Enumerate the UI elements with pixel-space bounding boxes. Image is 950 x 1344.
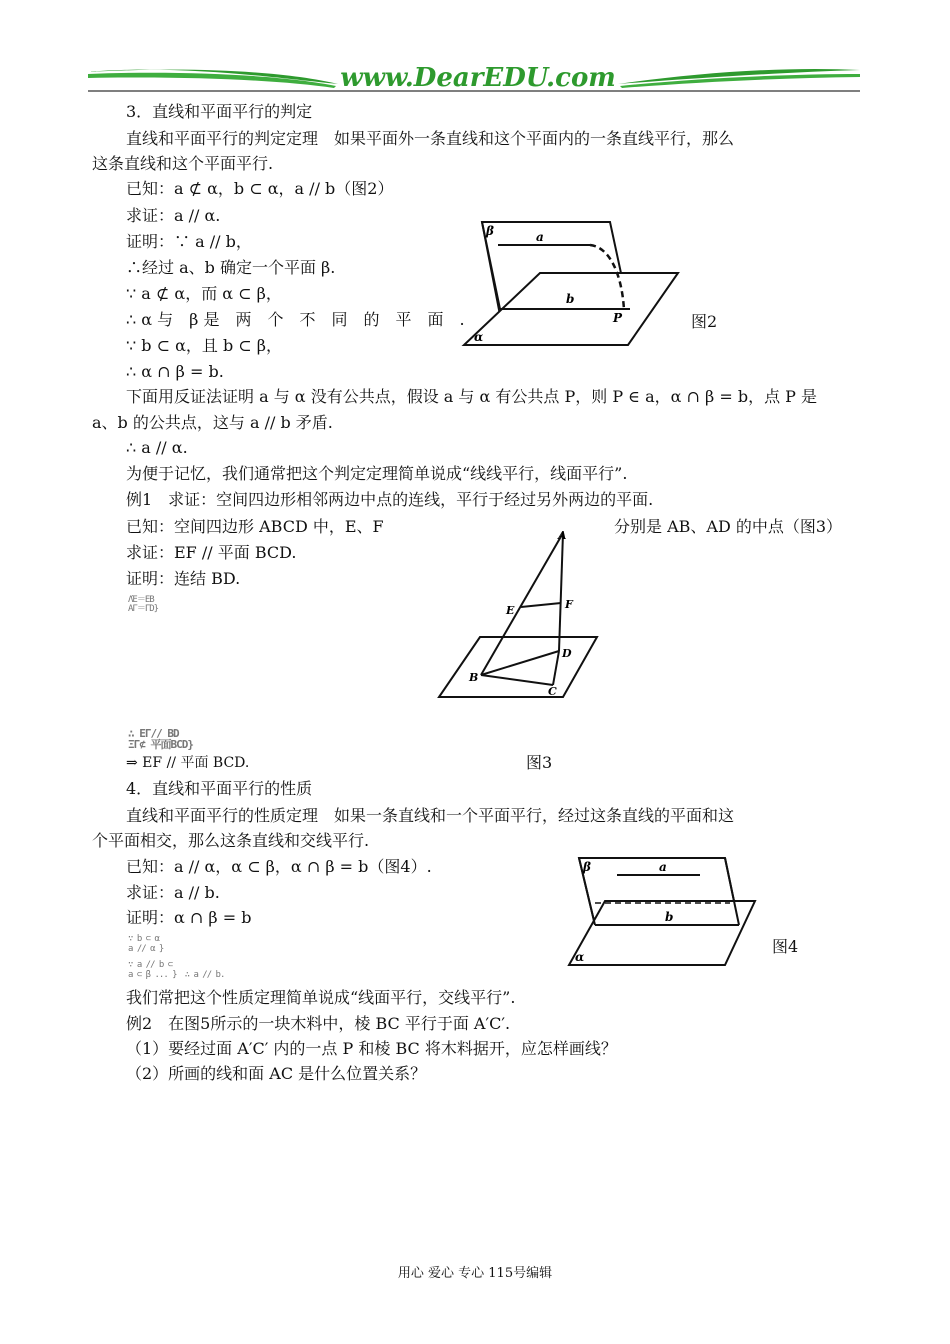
- theorem-line-1: 直线和平面平行的判定定理 如果平面外一条直线和这个平面内的一条直线平行，那么: [126, 129, 735, 148]
- theorem-line-2: 这条直线和这个平面平行.: [92, 154, 274, 173]
- example-1-given-right: 分别是 AB、AD 的中点（图3）: [614, 517, 843, 536]
- figure-4-caption: 图4: [772, 937, 799, 956]
- property-prove: 求证：a // b.: [126, 883, 220, 902]
- blurred-equation-4: ∵ a // b ⊂ a ⊂ β ... } ∴ a // b.: [128, 960, 225, 980]
- plane-alpha-4: [569, 901, 755, 965]
- proof-line-2: ∴经过 a、b 确定一个平面 β.: [126, 258, 336, 277]
- contradiction-line-2: a、b 的公共点，这与 a // b 矛盾.: [92, 413, 333, 432]
- figure-3: [435, 525, 605, 705]
- property-given: 已知：a // α，α ⊂ β，α ∩ β = b（图4）.: [126, 857, 432, 876]
- label-B: B: [469, 671, 479, 684]
- example-2-q2: （2）所画的线和面 AC 是什么位置关系？: [126, 1064, 427, 1083]
- contradiction-line-1: 下面用反证法证明 a 与 α 没有公共点，假设 a 与 α 有公共点 P，则 P ∈ a，α ∩ β = b，点 P 是: [126, 387, 818, 406]
- proof-line-6: ∴ α ∩ β = b.: [126, 362, 224, 381]
- label-alpha: α: [474, 330, 484, 344]
- label-p: P: [613, 311, 623, 325]
- label-alpha-4: α: [575, 950, 585, 964]
- proof-line-4: ∴ α 与 β 是 两 个 不 同 的 平 面 .: [126, 310, 465, 329]
- example-1-given-left: 已知：空间四边形 ABCD 中，E、F: [126, 517, 384, 536]
- blurred-equation-1: ΛΈ＝ΕΒ ΑΓ＝ΓD}: [128, 595, 159, 614]
- edge-dc: [553, 651, 559, 685]
- given-line: 已知：a ⊄ α，b ⊂ α，a // b（图2）: [126, 179, 394, 198]
- proof-line-1: 证明：∵ a // b，: [126, 232, 252, 251]
- proof-line-5: ∵ b ⊂ α，且 b ⊂ β，: [126, 336, 283, 355]
- label-a: a: [536, 230, 544, 244]
- label-D: D: [562, 647, 572, 660]
- header-logo: www.DearEDU.com: [340, 63, 616, 93]
- label-F: F: [565, 598, 573, 611]
- example-1-result: ⇒ EF // 平面 BCD.: [126, 755, 250, 771]
- example-2-line: 例2 在图5所示的一块木料中，棱 BC 平行于面 A′C′.: [126, 1014, 511, 1033]
- segment-ef: [521, 603, 561, 607]
- label-E: E: [506, 604, 515, 617]
- edge-ad: [559, 533, 563, 651]
- page-footer: 用心 爱心 专心 115号编辑: [397, 1266, 553, 1281]
- label-b-4: b: [665, 910, 674, 924]
- example-2-q1: （1）要经过面 A′C′ 内的一点 P 和棱 BC 将木料据开，应怎样画线？: [126, 1039, 617, 1058]
- label-beta: β: [486, 224, 494, 238]
- conclusion-line: ∴ a // α.: [126, 438, 188, 457]
- label-a-4: a: [659, 860, 667, 874]
- edge-bc: [481, 675, 553, 685]
- blurred-equation-3: ∵ b ⊂ α a // α }: [128, 934, 164, 954]
- property-mnemonic: 我们常把这个性质定理简单说成“线面平行，交线平行”.: [126, 988, 516, 1007]
- label-A: A: [558, 529, 567, 542]
- label-b: b: [566, 292, 575, 306]
- property-line-2: 个平面相交，那么这条直线和交线平行.: [92, 831, 370, 850]
- figure-2: [460, 215, 680, 355]
- label-beta-4: β: [583, 860, 591, 874]
- property-line-1: 直线和平面平行的性质定理 如果一条直线和一个平面平行，经过这条直线的平面和这: [126, 806, 735, 825]
- blurred-equation-2: ∴ ΕΓ// ΒD ΞΓ⊄ 平面ΒCD}: [128, 727, 193, 751]
- property-proof: 证明：α ∩ β = b: [126, 908, 252, 927]
- example-1-prove: 求证：EF // 平面 BCD.: [126, 543, 297, 562]
- section-3-heading: 3．直线和平面平行的判定: [126, 102, 313, 121]
- figure-4: [565, 855, 760, 970]
- section-4-heading: 4．直线和平面平行的性质: [126, 779, 313, 798]
- proof-line-3: ∵ a ⊄ α，而 α ⊂ β，: [126, 284, 282, 303]
- header-banner: [88, 60, 863, 96]
- mnemonic-line: 为便于记忆，我们通常把这个判定定理简单说成“线线平行，线面平行”.: [126, 464, 628, 483]
- label-C: C: [548, 685, 557, 698]
- left-swoosh-2: [88, 73, 336, 88]
- figure-3-caption: 图3: [526, 753, 553, 772]
- example-1-proof: 证明：连结 BD.: [126, 569, 241, 588]
- plane-bcd: [439, 637, 597, 697]
- figure-2-caption: 图2: [691, 312, 718, 331]
- example-1-line: 例1 求证：空间四边形相邻两边中点的连线，平行于经过另外两边的平面.: [126, 490, 654, 509]
- prove-line: 求证：a // α.: [126, 206, 221, 225]
